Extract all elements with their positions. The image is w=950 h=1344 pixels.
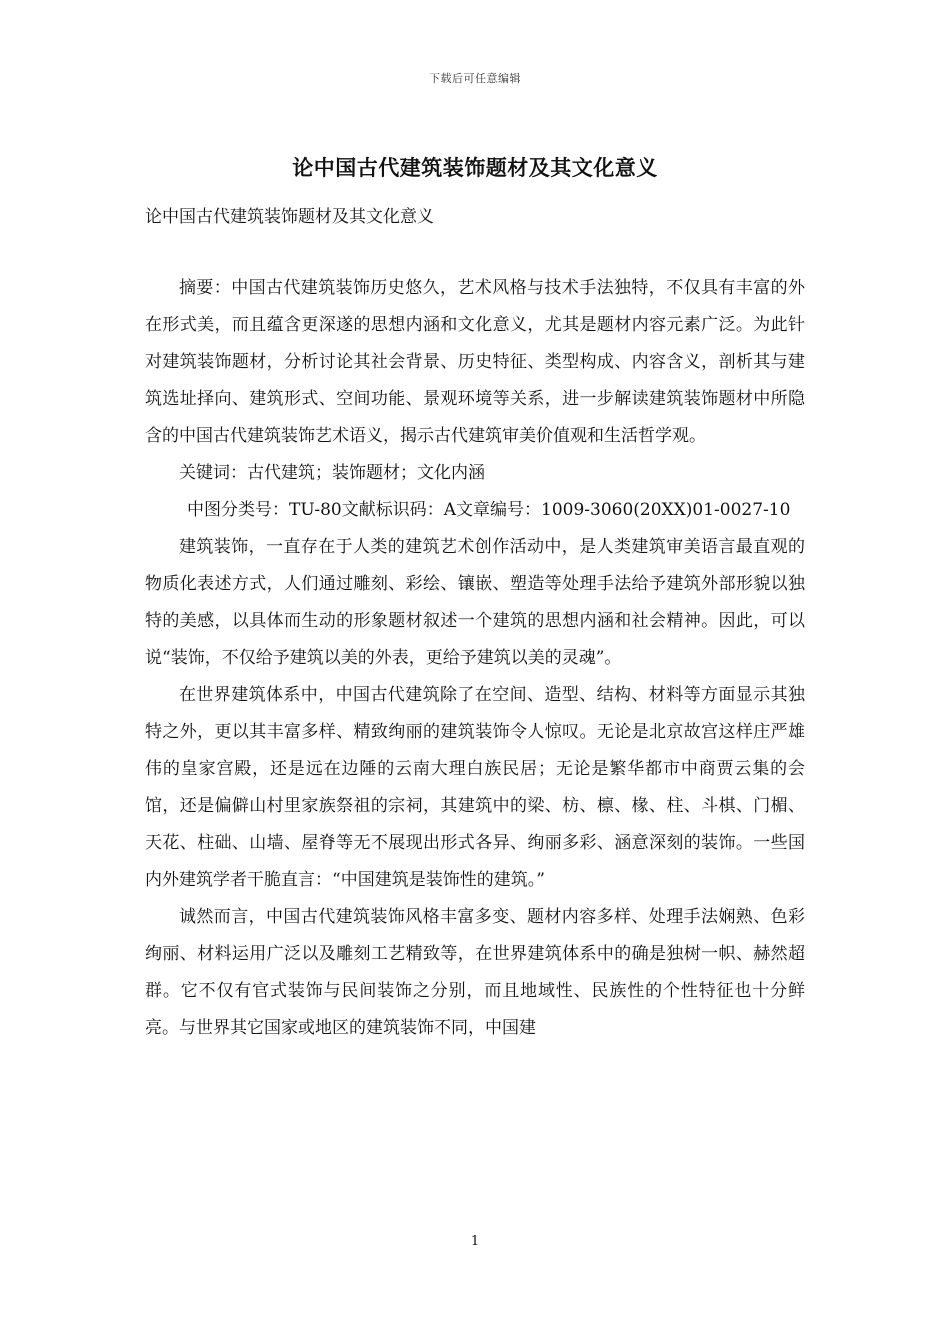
keywords-line: 关键词：古代建筑；装饰题材；文化内涵	[179, 463, 485, 483]
page-number: 1	[470, 1234, 480, 1249]
body-paragraph: 在世界建筑体系中，中国古代建筑除了在空间、造型、结构、材料等方面显示其独特之外，更以其丰富多样、精致绚丽的建筑装饰令人惊叹。无论是北京故宫这样庄严雄伟的皇家宫殿，还是远在边陲的云南大理白族民居；无论是繁华都市中商贾云集的会馆，还是偏僻山村里家族祭祖的宗祠，其建筑中的梁、枋、檩、椽、柱、斗棋、门楣、天花、柱础、山墙、屋脊等无不展现出形式各异、绚丽多彩、涵意深刻的装饰。一些国内外建筑学者干脆直言：“中国建筑是装饰性的建筑。”	[145, 685, 805, 890]
document-subtitle: 论中国古代建筑装饰题材及其文化意义	[145, 207, 434, 227]
classification-line: 中图分类号：TU-80文献标识码：A文章编号：1009-3060(20XX)01-0027-10	[187, 500, 791, 520]
header-note: 下载后可任意编辑	[429, 72, 521, 85]
abstract-paragraph: 摘要：中国古代建筑装饰历史悠久，艺术风格与技术手法独特，不仅具有丰富的外在形式美，而且蕴含更深遂的思想内涵和文化意义，尤其是题材内容元素广泛。为此针对建筑装饰题材，分析讨论其社会背景、历史特征、类型构成、内容含义，剖析其与建筑选址择向、建筑形式、空间功能、景观环境等关系，进一步解读建筑装饰题材中所隐含的中国古代建筑装饰艺术语义，揭示古代建筑审美价值观和生活哲学观。	[145, 278, 805, 446]
body-paragraph: 建筑装饰，一直存在于人类的建筑艺术创作活动中，是人类建筑审美语言最直观的物质化表述方式，人们通过雕刻、彩绘、镶嵌、塑造等处理手法给予建筑外部形貌以独特的美感，以具体而生动的形象题材叙述一个建筑的思想内涵和社会精神。因此，可以说“装饰，不仅给予建筑以美的外表，更给予建筑以美的灵魂”。	[145, 537, 805, 668]
document-title: 论中国古代建筑装饰题材及其文化意义	[292, 155, 658, 180]
body-paragraph: 诚然而言，中国古代建筑装饰风格丰富多变、题材内容多样、处理手法娴熟、色彩绚丽、材料运用广泛以及雕刻工艺精致等，在世界建筑体系中的确是独树一帜、赫然超群。它不仅有官式装饰与民间装饰之分别，而且地域性、民族性的个性特征也十分鲜亮。与世界其它国家或地区的建筑装饰不同，中国建	[145, 907, 805, 1038]
document-body	[145, 270, 805, 1047]
